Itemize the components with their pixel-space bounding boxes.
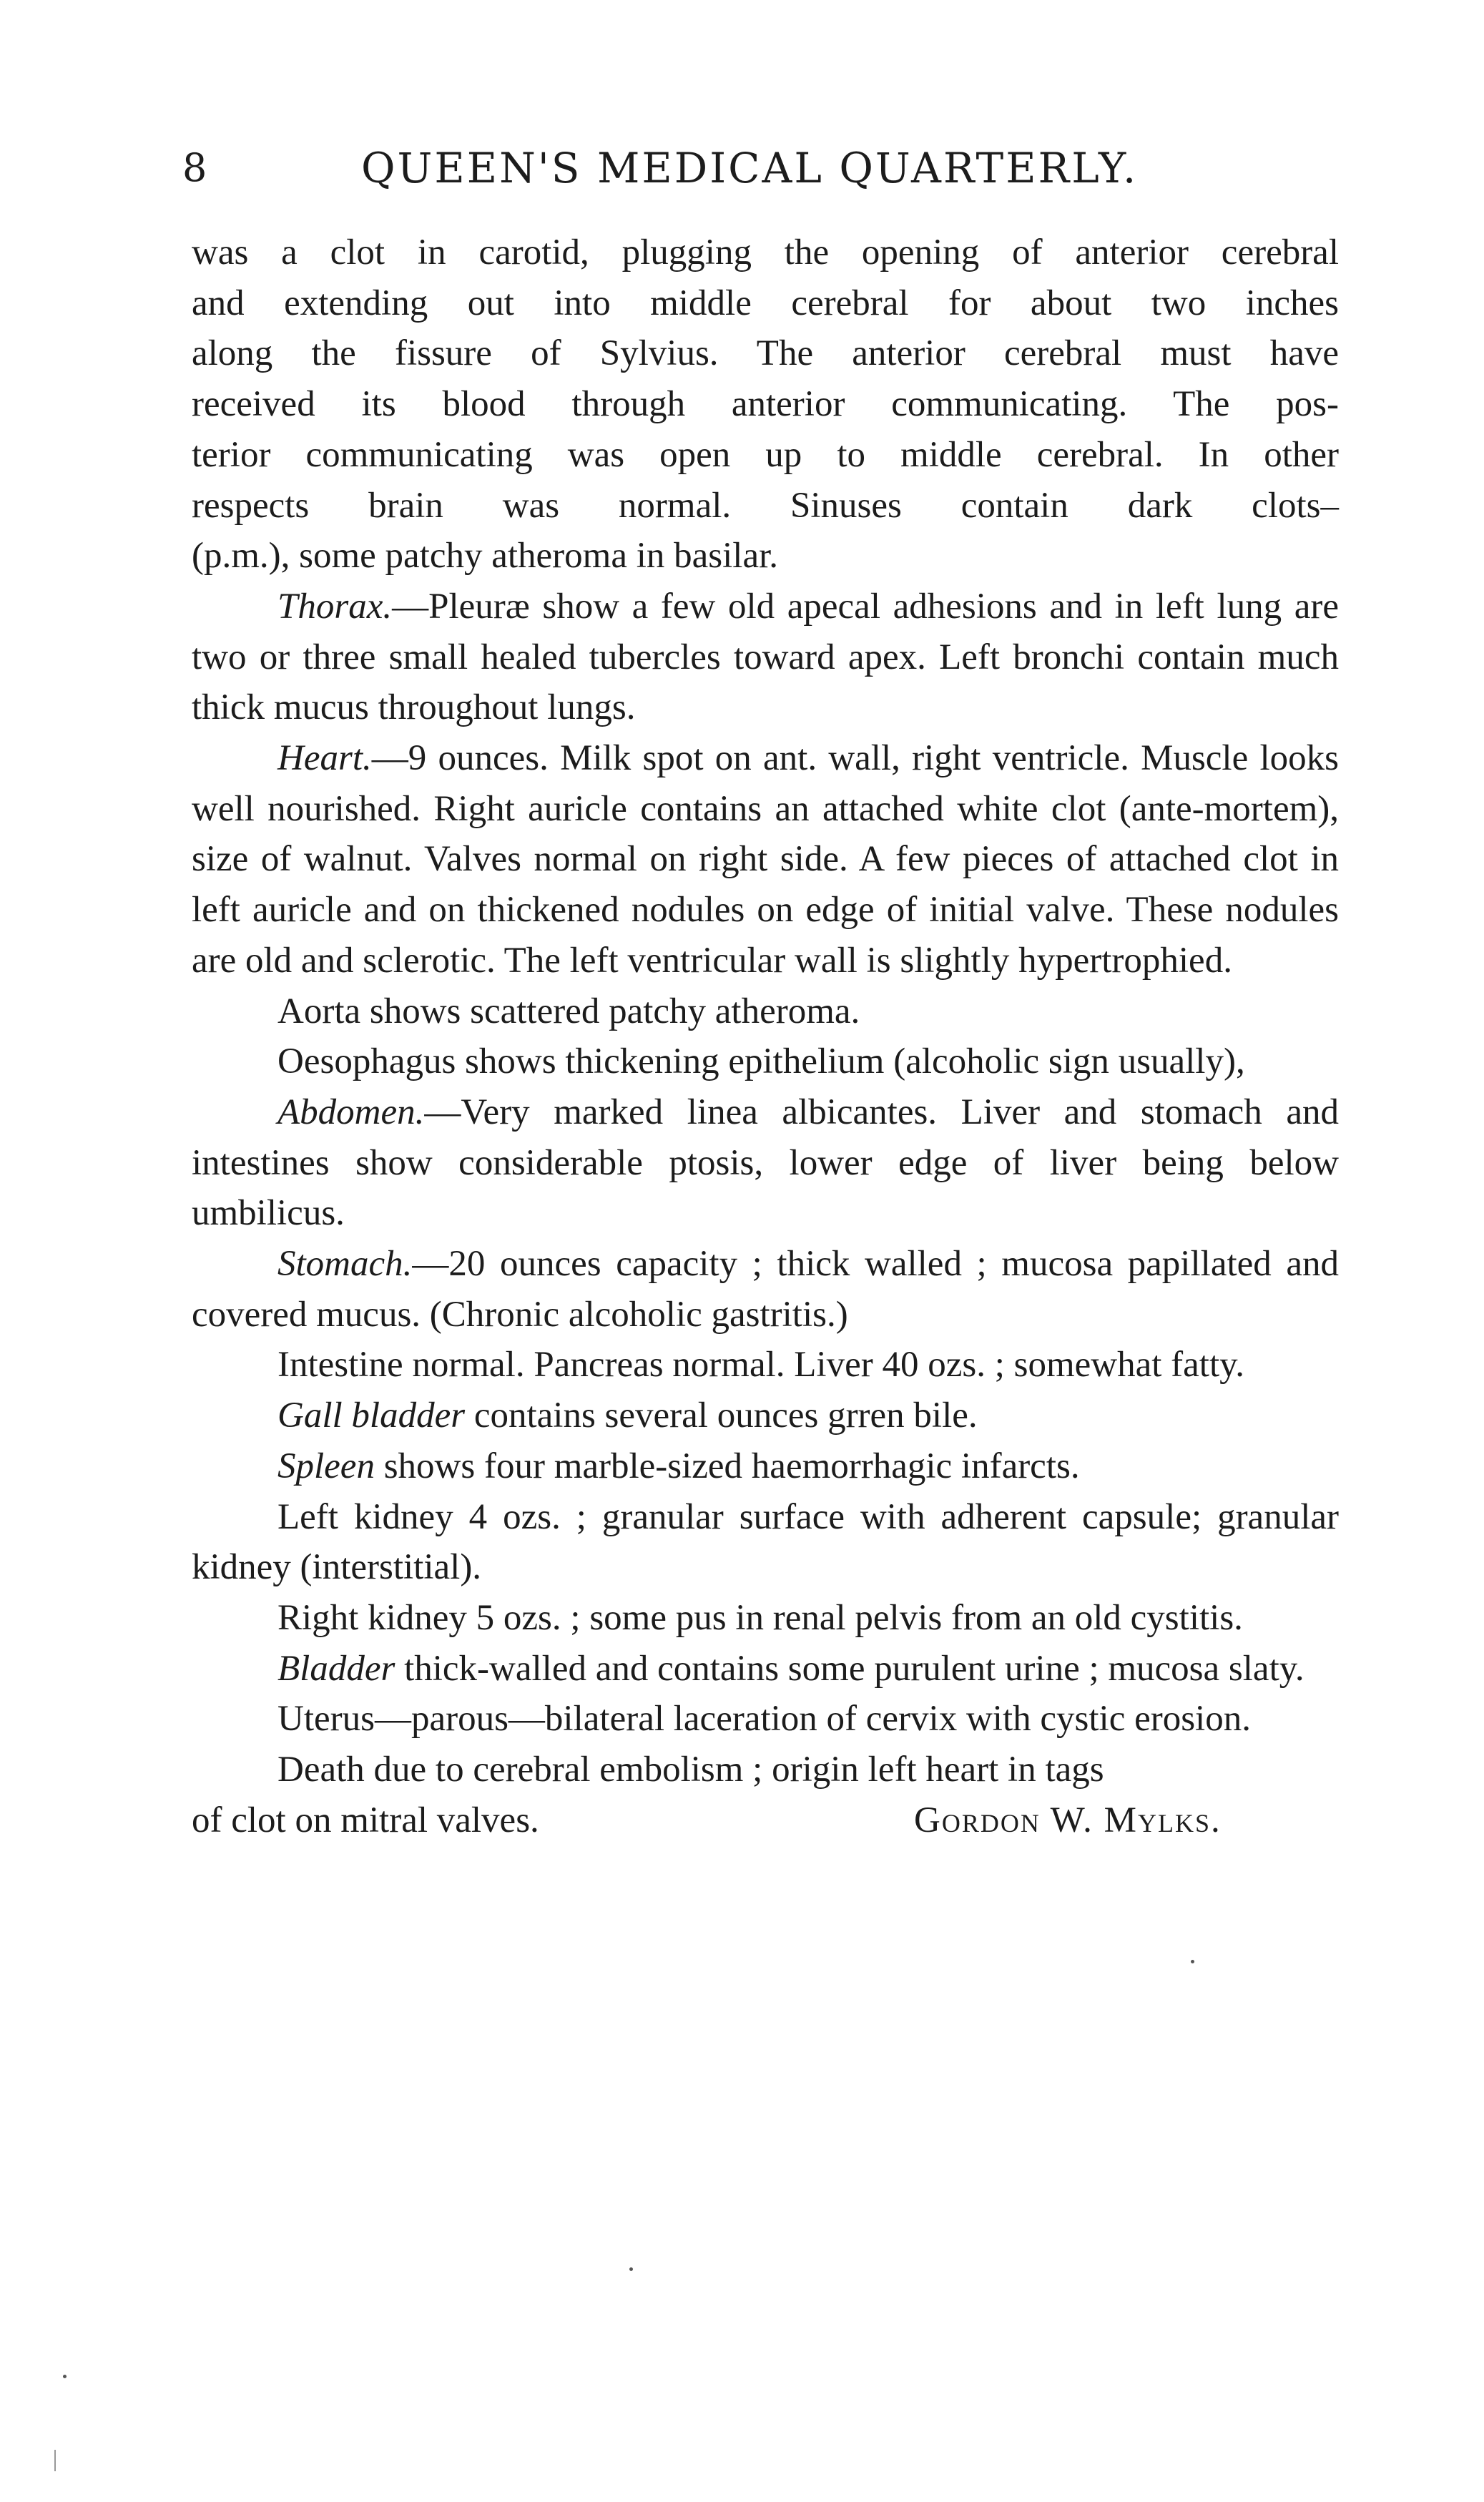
paragraph-brain-continued	[192, 227, 1339, 531]
paragraph-bladder	[192, 1644, 1339, 1694]
paragraph-text: shows four marble-sized haemorrhagic infarcts.	[374, 1446, 1080, 1486]
paragraph-uterus	[192, 1694, 1339, 1745]
paragraph-aorta	[192, 986, 1339, 1037]
print-speck	[63, 2375, 67, 2378]
text-line: received its blood through anterior communicating. The pos-	[192, 384, 1339, 425]
paragraph-text: thick-walled and contains some purulent urine ; mucosa slaty.	[395, 1648, 1304, 1689]
paragraph-spleen	[192, 1441, 1339, 1492]
paragraph-text: Right kidney 5 ozs. ; some pus in renal pelvis from an old cystitis.	[277, 1597, 1243, 1638]
paragraph-thorax	[192, 582, 1339, 733]
paragraph-stomach	[192, 1239, 1339, 1340]
paragraph-text: Uterus—parous—bilateral laceration of cervix with cystic erosion.	[277, 1699, 1251, 1740]
text-line: (p.m.), some patchy atheroma in basilar.	[192, 536, 779, 577]
paragraph-left-kidney	[192, 1492, 1339, 1593]
closing-line	[192, 1745, 1339, 1795]
article-body	[192, 227, 1339, 1846]
closing-text: of clot on mitral valves.	[192, 1800, 539, 1840]
journal-title: QUEEN'S MEDICAL QUARTERLY.	[361, 144, 1139, 192]
paragraph-text: Oesophagus shows thickening epithelium (alcoholic sign usually),	[277, 1041, 1245, 1082]
page-edge-mark	[54, 2450, 56, 2471]
section-lead-thorax: Thorax.	[277, 586, 393, 627]
page-number: 8	[182, 145, 207, 190]
section-lead-heart: Heart.	[277, 738, 372, 779]
paragraph-heart	[192, 733, 1339, 986]
text-line: along the fissure of Sylvius. The anterior cerebral must have	[192, 333, 1339, 374]
text-line: terior communicating was open up to middle cerebral. In other	[192, 434, 1339, 475]
closing-text: Death due to cerebral embolism ; origin left heart in tags	[277, 1750, 1104, 1790]
section-lead-stomach: Stomach.	[277, 1244, 413, 1285]
section-lead-gall-bladder: Gall bladder	[277, 1395, 466, 1436]
paragraph-oesophagus	[192, 1036, 1339, 1087]
author-signature: Gordon W. Mylks.	[914, 1800, 1222, 1840]
paragraph-brain-last-line	[192, 531, 1339, 582]
paragraph-text: —Pleuræ show a few old apecal adhesions and in left lung are two or three small healed tubercles toward apex. Left bronchi contain much thick mucus throughout lungs.	[192, 586, 1339, 728]
paragraph-text: —20 ounces capacity ; thick walled ; mucosa papillated and covered mucus. (Chronic alcoholic gastritis.)	[192, 1244, 1339, 1335]
running-head	[182, 139, 1334, 197]
text-line: and extending out into middle cerebral for about two inches	[192, 283, 1339, 323]
closing-line-2	[192, 1795, 1339, 1846]
paragraph-abdomen	[192, 1087, 1339, 1239]
section-lead-spleen: Spleen	[277, 1446, 375, 1486]
text-line: was a clot in carotid, plugging the opening of anterior cerebral	[192, 232, 1339, 273]
paragraph-text: Aorta shows scattered patchy atheroma.	[277, 991, 860, 1031]
print-speck	[629, 2267, 633, 2271]
paragraph-intestine	[192, 1340, 1339, 1390]
paragraph-right-kidney	[192, 1593, 1339, 1644]
paragraph-text: —Very marked linea albicantes. Liver and stomach and intestines show considerable ptosis, lower edge of liver being below umbilicus.	[192, 1091, 1339, 1234]
paragraph-gall-bladder	[192, 1390, 1339, 1441]
text-line: respects brain was normal. Sinuses contain dark clots–	[192, 485, 1339, 526]
paragraph-text: —9 ounces. Milk spot on ant. wall, right ventricle. Muscle looks well nourished. Right auricle contains an attached white clot (ante-mortem), size of walnut. Valves normal on right side. A few pieces of attached clot in left auricle and on thickened nodules on edge of initial valve. These nodules are old and sclerotic. The left ventricular wall is slightly hypertrophied.	[192, 738, 1339, 981]
paragraph-text: contains several ounces grren bile.	[465, 1395, 978, 1436]
paragraph-text: Left kidney 4 ozs. ; granular surface with adherent capsule; granular kidney (interstitial).	[192, 1496, 1339, 1588]
section-lead-abdomen: Abdomen.	[277, 1091, 425, 1132]
print-speck	[1191, 1960, 1194, 1963]
paragraph-text: Intestine normal. Pancreas normal. Liver 40 ozs. ; somewhat fatty.	[277, 1345, 1245, 1385]
section-lead-bladder: Bladder	[277, 1648, 395, 1689]
